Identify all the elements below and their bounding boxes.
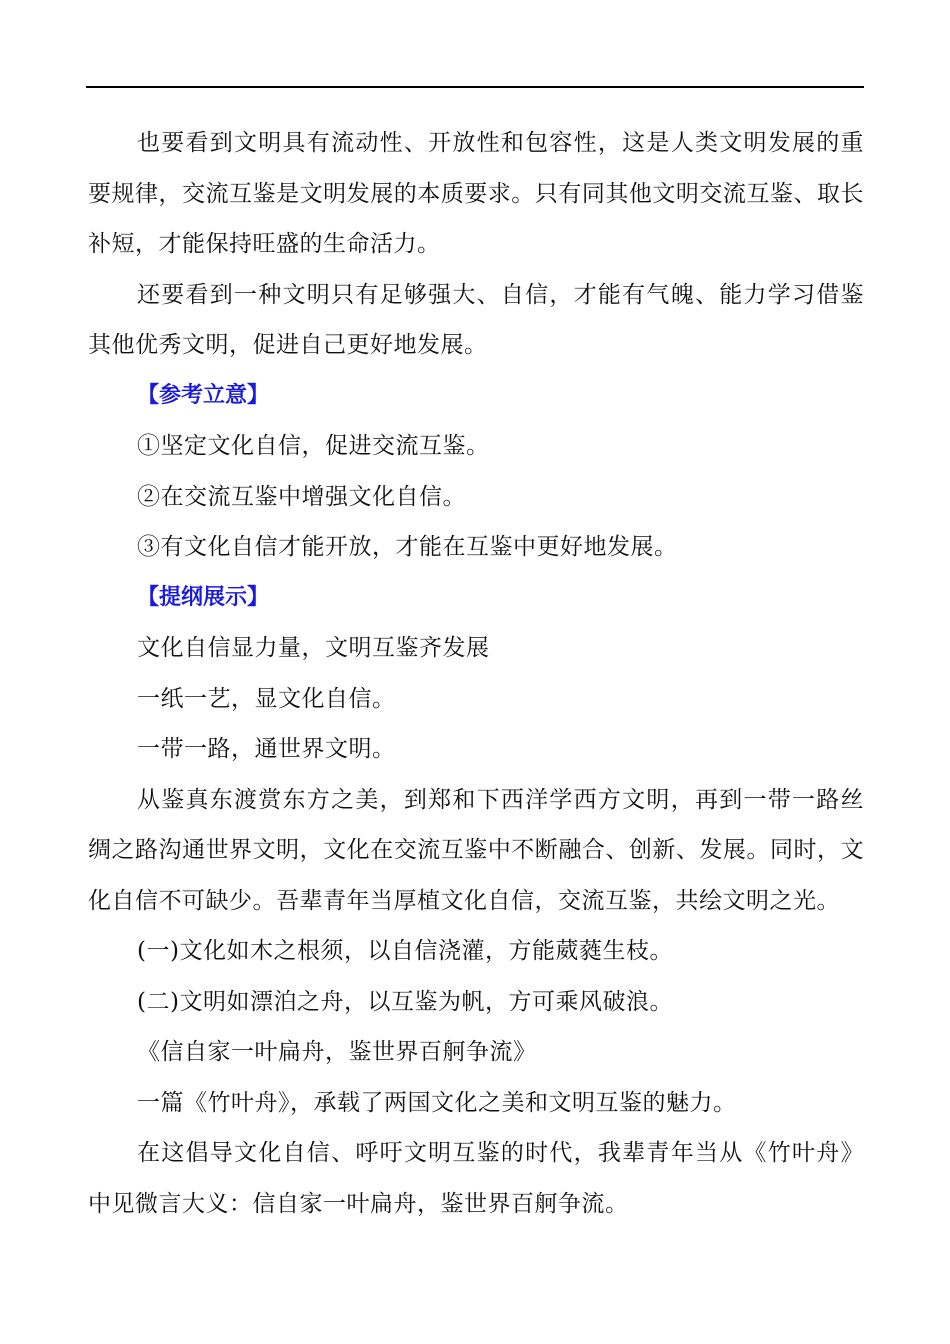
body-paragraph: 还要看到一种文明只有足够强大、自信，才能有气魄、能力学习借鉴其他优秀文明，促进自己更好地发展。	[88, 281, 864, 358]
document-body	[88, 118, 864, 1229]
outline-line: 一带一路，通世界文明。	[137, 736, 396, 762]
body-paragraph: 也要看到文明具有流动性、开放性和包容性，这是人类文明发展的重要规律，交流互鉴是文明发展的本质要求。只有同其他文明交流互鉴、取长补短，才能保持旺盛的生命活力。	[88, 130, 864, 257]
header-rule	[86, 86, 864, 88]
body-paragraph: 一篇《竹叶舟》，承载了两国文化之美和文明互鉴的魅力。	[137, 1089, 737, 1116]
outline-point: (一)文化如木之根须，以自信浇灌，方能葳蕤生枝。	[137, 938, 673, 964]
outline-line: 一纸一艺，显文化自信。	[137, 685, 396, 712]
outline-point: (二)文明如漂泊之舟，以互鉴为帆，方可乘风破浪。	[137, 988, 673, 1015]
section-heading-reference-themes: 【参考立意】	[137, 382, 270, 408]
theme-item: ③有文化自信才能开放，才能在互鉴中更好地发展。	[137, 534, 678, 560]
theme-item: ②在交流互鉴中增强文化自信。	[137, 483, 466, 510]
outline-title: 文化自信显力量，文明互鉴齐发展	[137, 635, 490, 661]
body-paragraph: 从鉴真东渡赏东方之美，到郑和下西洋学西方文明，再到一带一路丝绸之路沟通世界文明，文化在交流互鉴中不断融合、创新、发展。同时，文化自信不可缺少。吾辈青年当厚植文化自信，交流互鉴，共绘文明之光。	[88, 786, 864, 914]
section-heading-outline: 【提纲展示】	[137, 584, 270, 610]
essay-title: 《信自家一叶扁舟，鉴世界百舸争流》	[137, 1039, 537, 1065]
theme-item: ①坚定文化自信，促进交流互鉴。	[137, 433, 490, 459]
body-paragraph: 在这倡导文化自信、呼吁文明互鉴的时代，我辈青年当从《竹叶舟》中见微言大义：信自家一叶扁舟，鉴世界百舸争流。	[88, 1140, 864, 1217]
